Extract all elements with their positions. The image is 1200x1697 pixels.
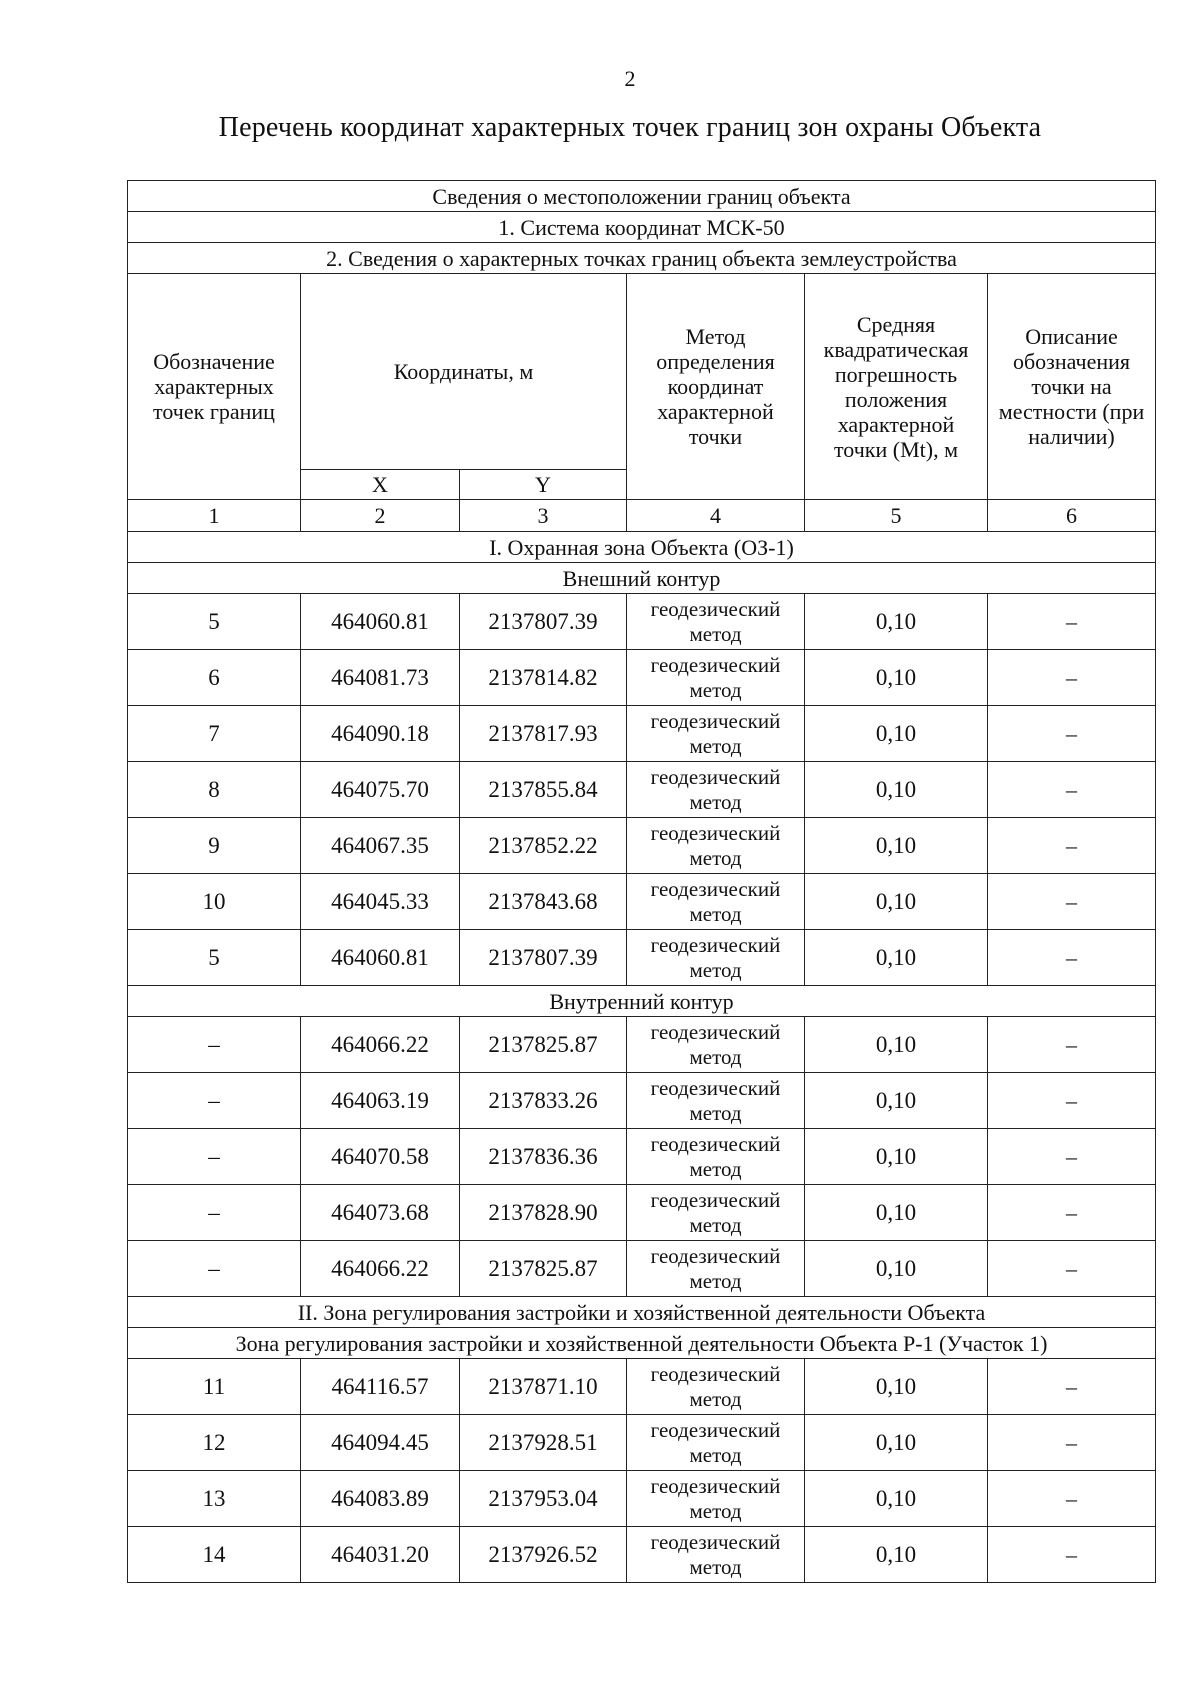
accuracy-cell: 0,10 bbox=[805, 706, 988, 762]
description-cell: – bbox=[988, 1129, 1156, 1185]
coordinates-table bbox=[127, 180, 1156, 1583]
column-header-description: Описание обозначения точки на местности (при наличии) bbox=[988, 274, 1156, 500]
table-row bbox=[128, 930, 1156, 986]
method-cell: геодезический метод bbox=[627, 1073, 805, 1129]
y-coordinate-cell: 2137852.22 bbox=[460, 818, 627, 874]
description-cell: – bbox=[988, 930, 1156, 986]
description-cell: – bbox=[988, 1527, 1156, 1583]
column-header-y: Y bbox=[460, 470, 627, 500]
table-header-row bbox=[128, 243, 1156, 274]
x-coordinate-cell: 464066.22 bbox=[301, 1017, 460, 1073]
section-title: II. Зона регулирования застройки и хозяйственной деятельности Объекта bbox=[128, 1297, 1156, 1328]
subsection-title: Зона регулирования застройки и хозяйственной деятельности Объекта Р-1 (Участок 1) bbox=[128, 1328, 1156, 1359]
accuracy-cell: 0,10 bbox=[805, 818, 988, 874]
description-cell: – bbox=[988, 818, 1156, 874]
accuracy-cell: 0,10 bbox=[805, 1241, 988, 1297]
method-cell: геодезический метод bbox=[627, 594, 805, 650]
method-cell: геодезический метод bbox=[627, 1471, 805, 1527]
x-coordinate-cell: 464073.68 bbox=[301, 1185, 460, 1241]
point-id-cell: 8 bbox=[128, 762, 301, 818]
x-coordinate-cell: 464067.35 bbox=[301, 818, 460, 874]
accuracy-cell: 0,10 bbox=[805, 762, 988, 818]
table-row bbox=[128, 1241, 1156, 1297]
point-id-cell: 14 bbox=[128, 1527, 301, 1583]
section-row bbox=[128, 986, 1156, 1017]
x-coordinate-cell: 464094.45 bbox=[301, 1415, 460, 1471]
description-cell: – bbox=[988, 1073, 1156, 1129]
x-coordinate-cell: 464060.81 bbox=[301, 594, 460, 650]
point-id-cell: – bbox=[128, 1185, 301, 1241]
point-id-cell: – bbox=[128, 1129, 301, 1185]
point-id-cell: – bbox=[128, 1241, 301, 1297]
column-number: 5 bbox=[805, 500, 988, 532]
description-cell: – bbox=[988, 594, 1156, 650]
column-header-row bbox=[128, 274, 1156, 470]
x-coordinate-cell: 464083.89 bbox=[301, 1471, 460, 1527]
table-row bbox=[128, 1017, 1156, 1073]
method-cell: геодезический метод bbox=[627, 1185, 805, 1241]
point-id-cell: – bbox=[128, 1017, 301, 1073]
column-number: 6 bbox=[988, 500, 1156, 532]
description-cell: – bbox=[988, 650, 1156, 706]
subsection-title: Внутренний контур bbox=[128, 986, 1156, 1017]
table-header-row bbox=[128, 181, 1156, 212]
accuracy-cell: 0,10 bbox=[805, 874, 988, 930]
table-row bbox=[128, 1415, 1156, 1471]
x-coordinate-cell: 464075.70 bbox=[301, 762, 460, 818]
y-coordinate-cell: 2137814.82 bbox=[460, 650, 627, 706]
method-cell: геодезический метод bbox=[627, 818, 805, 874]
table-body bbox=[128, 181, 1156, 1583]
accuracy-cell: 0,10 bbox=[805, 1359, 988, 1415]
column-header-method: Метод определения координат характерной точки bbox=[627, 274, 805, 500]
point-id-cell: 5 bbox=[128, 930, 301, 986]
method-cell: геодезический метод bbox=[627, 874, 805, 930]
y-coordinate-cell: 2137871.10 bbox=[460, 1359, 627, 1415]
y-coordinate-cell: 2137843.68 bbox=[460, 874, 627, 930]
description-cell: – bbox=[988, 1415, 1156, 1471]
y-coordinate-cell: 2137855.84 bbox=[460, 762, 627, 818]
point-id-cell: 10 bbox=[128, 874, 301, 930]
description-cell: – bbox=[988, 1017, 1156, 1073]
method-cell: геодезический метод bbox=[627, 1241, 805, 1297]
x-coordinate-cell: 464045.33 bbox=[301, 874, 460, 930]
table-row bbox=[128, 1185, 1156, 1241]
accuracy-cell: 0,10 bbox=[805, 1527, 988, 1583]
y-coordinate-cell: 2137833.26 bbox=[460, 1073, 627, 1129]
method-cell: геодезический метод bbox=[627, 1415, 805, 1471]
table-row bbox=[128, 1527, 1156, 1583]
column-number: 1 bbox=[128, 500, 301, 532]
section-row bbox=[128, 563, 1156, 594]
point-id-cell: 12 bbox=[128, 1415, 301, 1471]
y-coordinate-cell: 2137836.36 bbox=[460, 1129, 627, 1185]
accuracy-cell: 0,10 bbox=[805, 650, 988, 706]
subsection-title: Внешний контур bbox=[128, 563, 1156, 594]
header-coordinate-system: 1. Система координат МСК-50 bbox=[128, 212, 1156, 243]
point-id-cell: 6 bbox=[128, 650, 301, 706]
description-cell: – bbox=[988, 706, 1156, 762]
table-row bbox=[128, 706, 1156, 762]
description-cell: – bbox=[988, 1241, 1156, 1297]
y-coordinate-cell: 2137817.93 bbox=[460, 706, 627, 762]
description-cell: – bbox=[988, 762, 1156, 818]
column-number: 3 bbox=[460, 500, 627, 532]
table-row bbox=[128, 762, 1156, 818]
y-coordinate-cell: 2137825.87 bbox=[460, 1241, 627, 1297]
method-cell: геодезический метод bbox=[627, 706, 805, 762]
table-row bbox=[128, 650, 1156, 706]
column-number: 2 bbox=[301, 500, 460, 532]
method-cell: геодезический метод bbox=[627, 762, 805, 818]
method-cell: геодезический метод bbox=[627, 930, 805, 986]
table-row bbox=[128, 1471, 1156, 1527]
method-cell: геодезический метод bbox=[627, 1359, 805, 1415]
x-coordinate-cell: 464081.73 bbox=[301, 650, 460, 706]
x-coordinate-cell: 464070.58 bbox=[301, 1129, 460, 1185]
column-header-accuracy: Средняя квадратическая погрешность положения характерной точки (Mt), м bbox=[805, 274, 988, 500]
table-row bbox=[128, 818, 1156, 874]
column-header-coordinates: Координаты, м bbox=[301, 274, 627, 470]
header-points-info: 2. Сведения о характерных точках границ объекта землеустройства bbox=[128, 243, 1156, 274]
description-cell: – bbox=[988, 1185, 1156, 1241]
point-id-cell: 5 bbox=[128, 594, 301, 650]
x-coordinate-cell: 464066.22 bbox=[301, 1241, 460, 1297]
accuracy-cell: 0,10 bbox=[805, 1073, 988, 1129]
header-location-info: Сведения о местоположении границ объекта bbox=[128, 181, 1156, 212]
table-row bbox=[128, 1129, 1156, 1185]
accuracy-cell: 0,10 bbox=[805, 594, 988, 650]
x-coordinate-cell: 464116.57 bbox=[301, 1359, 460, 1415]
section-row bbox=[128, 1328, 1156, 1359]
y-coordinate-cell: 2137825.87 bbox=[460, 1017, 627, 1073]
y-coordinate-cell: 2137928.51 bbox=[460, 1415, 627, 1471]
point-id-cell: 11 bbox=[128, 1359, 301, 1415]
point-id-cell: – bbox=[128, 1073, 301, 1129]
table-row bbox=[128, 1073, 1156, 1129]
column-header-designation: Обозначение характерных точек границ bbox=[128, 274, 301, 500]
column-header-x: X bbox=[301, 470, 460, 500]
point-id-cell: 13 bbox=[128, 1471, 301, 1527]
y-coordinate-cell: 2137926.52 bbox=[460, 1527, 627, 1583]
method-cell: геодезический метод bbox=[627, 1527, 805, 1583]
x-coordinate-cell: 464090.18 bbox=[301, 706, 460, 762]
point-id-cell: 9 bbox=[128, 818, 301, 874]
accuracy-cell: 0,10 bbox=[805, 1471, 988, 1527]
table-header-row bbox=[128, 212, 1156, 243]
accuracy-cell: 0,10 bbox=[805, 930, 988, 986]
section-row bbox=[128, 532, 1156, 563]
y-coordinate-cell: 2137807.39 bbox=[460, 930, 627, 986]
table-row bbox=[128, 874, 1156, 930]
y-coordinate-cell: 2137953.04 bbox=[460, 1471, 627, 1527]
point-id-cell: 7 bbox=[128, 706, 301, 762]
y-coordinate-cell: 2137828.90 bbox=[460, 1185, 627, 1241]
accuracy-cell: 0,10 bbox=[805, 1415, 988, 1471]
method-cell: геодезический метод bbox=[627, 650, 805, 706]
accuracy-cell: 0,10 bbox=[805, 1129, 988, 1185]
table-row bbox=[128, 1359, 1156, 1415]
column-number-row bbox=[128, 500, 1156, 532]
x-coordinate-cell: 464031.20 bbox=[301, 1527, 460, 1583]
description-cell: – bbox=[988, 1359, 1156, 1415]
y-coordinate-cell: 2137807.39 bbox=[460, 594, 627, 650]
description-cell: – bbox=[988, 874, 1156, 930]
accuracy-cell: 0,10 bbox=[805, 1017, 988, 1073]
section-title: I. Охранная зона Объекта (ОЗ-1) bbox=[128, 532, 1156, 563]
method-cell: геодезический метод bbox=[627, 1129, 805, 1185]
page-title: Перечень координат характерных точек границ зон охраны Объекта bbox=[218, 112, 1042, 143]
page-number: 2 bbox=[624, 66, 636, 91]
x-coordinate-cell: 464060.81 bbox=[301, 930, 460, 986]
column-number: 4 bbox=[627, 500, 805, 532]
accuracy-cell: 0,10 bbox=[805, 1185, 988, 1241]
method-cell: геодезический метод bbox=[627, 1017, 805, 1073]
section-row bbox=[128, 1297, 1156, 1328]
table-row bbox=[128, 594, 1156, 650]
description-cell: – bbox=[988, 1471, 1156, 1527]
x-coordinate-cell: 464063.19 bbox=[301, 1073, 460, 1129]
